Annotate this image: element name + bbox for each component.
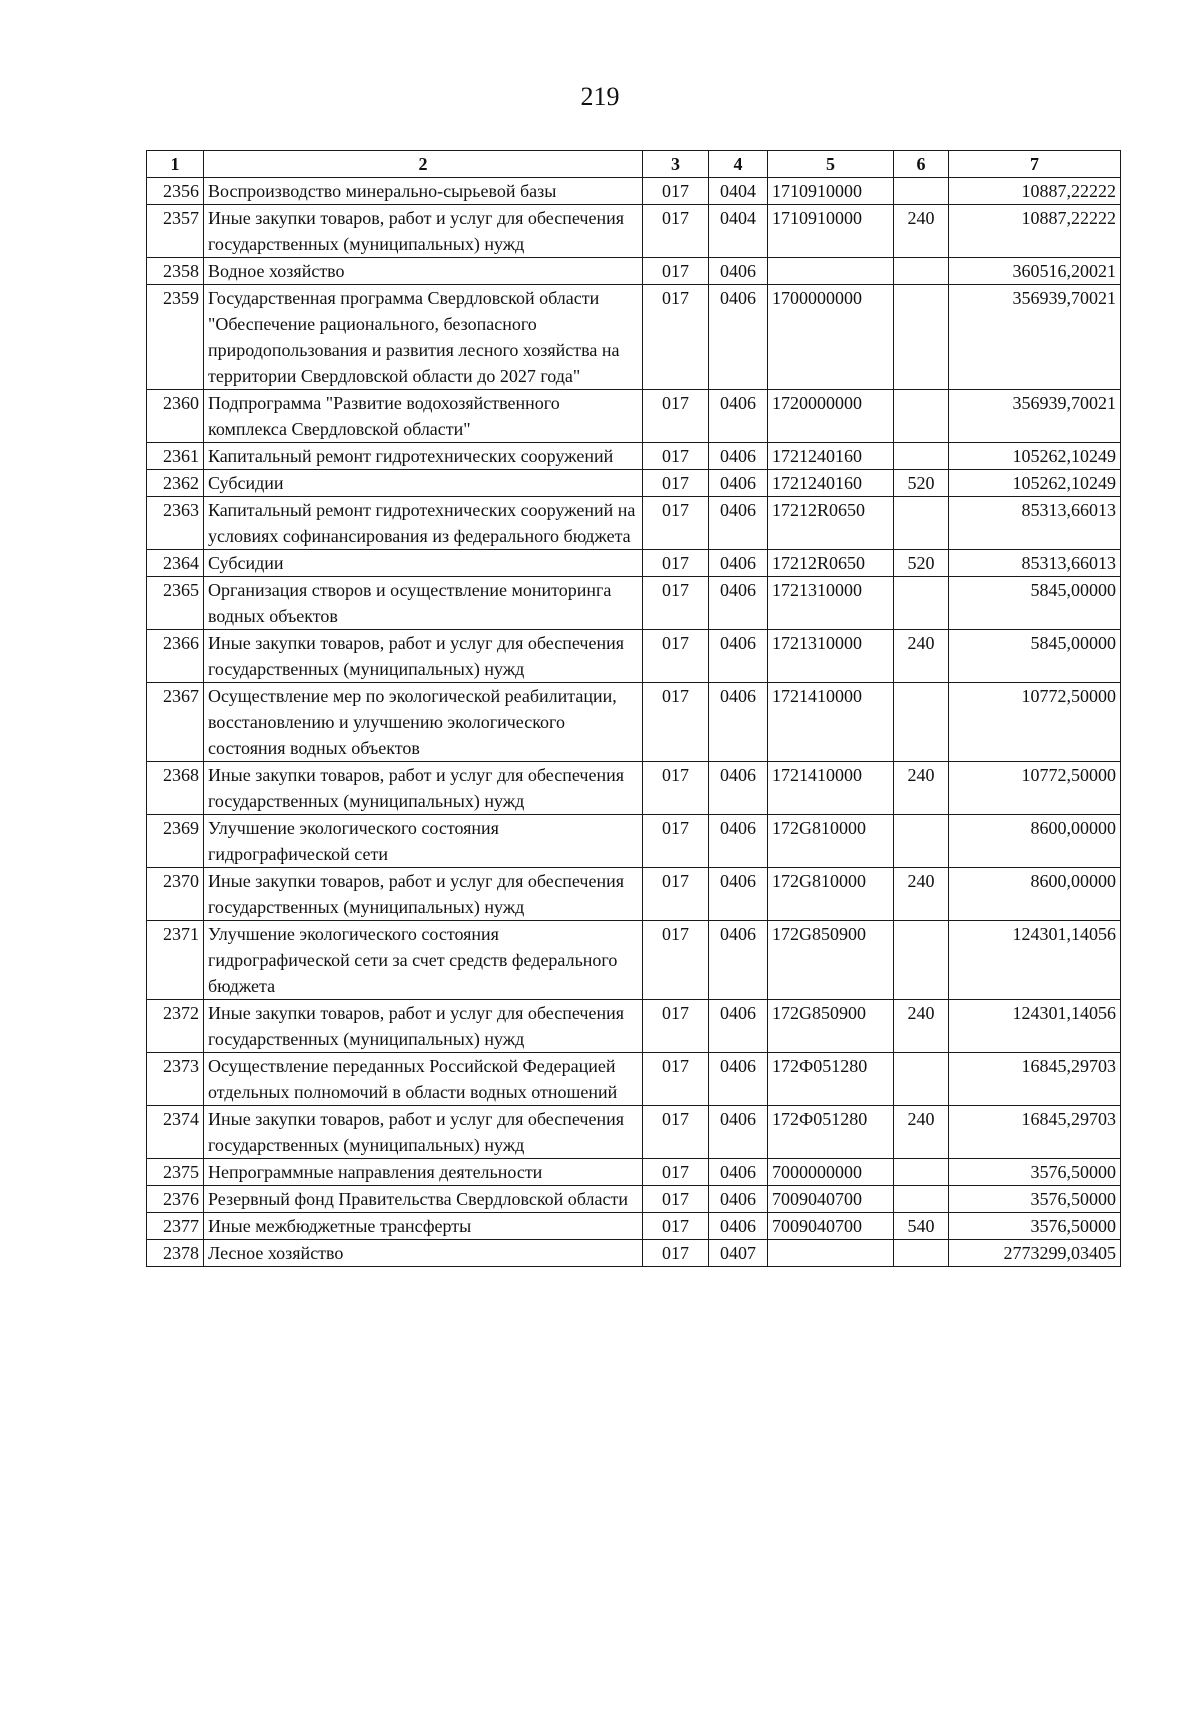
table-row [147, 1186, 1121, 1213]
row-col4: 0406 [709, 1053, 768, 1106]
row-amount: 8600,00000 [949, 868, 1121, 921]
row-number: 2372 [147, 1000, 204, 1053]
row-col4: 0406 [709, 258, 768, 285]
row-amount: 124301,14056 [949, 921, 1121, 1000]
row-col5: 1721410000 [768, 762, 894, 815]
row-col3: 017 [643, 258, 709, 285]
row-number: 2363 [147, 497, 204, 550]
header-col-4: 4 [709, 151, 768, 178]
row-name: Улучшение экологического состояния гидрографической сети [204, 815, 643, 868]
row-number: 2375 [147, 1159, 204, 1186]
row-col4: 0406 [709, 550, 768, 577]
row-col6 [894, 1186, 949, 1213]
table-row [147, 285, 1121, 390]
row-name: Осуществление переданных Российской Федерацией отдельных полномочий в области водных отношений [204, 1053, 643, 1106]
table-row [147, 1240, 1121, 1267]
table-row [147, 921, 1121, 1000]
row-name: Капитальный ремонт гидротехнических сооружений [204, 443, 643, 470]
row-col6: 240 [894, 762, 949, 815]
table-row [147, 443, 1121, 470]
row-amount: 3576,50000 [949, 1213, 1121, 1240]
row-col3: 017 [643, 1213, 709, 1240]
table-row [147, 815, 1121, 868]
row-col6 [894, 258, 949, 285]
row-col4: 0406 [709, 762, 768, 815]
table-row [147, 550, 1121, 577]
row-name: Водное хозяйство [204, 258, 643, 285]
row-col6 [894, 285, 949, 390]
row-amount: 3576,50000 [949, 1186, 1121, 1213]
row-col4: 0406 [709, 1213, 768, 1240]
row-col4: 0406 [709, 683, 768, 762]
row-number: 2365 [147, 577, 204, 630]
row-col4: 0406 [709, 1186, 768, 1213]
row-col4: 0406 [709, 1106, 768, 1159]
table-row [147, 1159, 1121, 1186]
row-col6: 240 [894, 1000, 949, 1053]
row-amount: 10887,22222 [949, 178, 1121, 205]
row-amount: 85313,66013 [949, 550, 1121, 577]
row-name: Иные закупки товаров, работ и услуг для обеспечения государственных (муниципальных) нужд [204, 1106, 643, 1159]
row-name: Субсидии [204, 470, 643, 497]
table-row [147, 577, 1121, 630]
row-col6 [894, 921, 949, 1000]
row-number: 2358 [147, 258, 204, 285]
row-col5: 172Ф051280 [768, 1106, 894, 1159]
row-col5: 7000000000 [768, 1159, 894, 1186]
row-col3: 017 [643, 1186, 709, 1213]
header-col-7: 7 [949, 151, 1121, 178]
row-name: Резервный фонд Правительства Свердловской области [204, 1186, 643, 1213]
row-col3: 017 [643, 1000, 709, 1053]
row-col4: 0406 [709, 390, 768, 443]
row-col5: 172G810000 [768, 868, 894, 921]
row-col3: 017 [643, 921, 709, 1000]
row-number: 2369 [147, 815, 204, 868]
row-col5: 7009040700 [768, 1186, 894, 1213]
row-name: Иные закупки товаров, работ и услуг для обеспечения государственных (муниципальных) нужд [204, 762, 643, 815]
row-col5: 1720000000 [768, 390, 894, 443]
table-row [147, 762, 1121, 815]
row-number: 2356 [147, 178, 204, 205]
row-col6 [894, 497, 949, 550]
row-col4: 0406 [709, 443, 768, 470]
header-col-5: 5 [768, 151, 894, 178]
row-name: Подпрограмма "Развитие водохозяйственного комплекса Свердловской области" [204, 390, 643, 443]
row-col4: 0404 [709, 178, 768, 205]
table-row [147, 1000, 1121, 1053]
row-col4: 0406 [709, 470, 768, 497]
table-row [147, 258, 1121, 285]
row-col3: 017 [643, 1053, 709, 1106]
row-amount: 8600,00000 [949, 815, 1121, 868]
row-col3: 017 [643, 577, 709, 630]
row-name: Иные закупки товаров, работ и услуг для обеспечения государственных (муниципальных) нужд [204, 868, 643, 921]
table-row [147, 390, 1121, 443]
row-amount: 3576,50000 [949, 1159, 1121, 1186]
row-col5: 1721240160 [768, 470, 894, 497]
row-col3: 017 [643, 497, 709, 550]
page-number: 219 [580, 82, 620, 111]
row-col6: 540 [894, 1213, 949, 1240]
row-amount: 5845,00000 [949, 577, 1121, 630]
row-col3: 017 [643, 1106, 709, 1159]
row-col4: 0404 [709, 205, 768, 258]
row-number: 2377 [147, 1213, 204, 1240]
row-col6 [894, 1053, 949, 1106]
row-col5: 172G850900 [768, 921, 894, 1000]
table-body [147, 178, 1121, 1267]
row-col6: 520 [894, 550, 949, 577]
row-col3: 017 [643, 443, 709, 470]
row-col6 [894, 577, 949, 630]
row-name: Воспроизводство минерально-сырьевой базы [204, 178, 643, 205]
row-col3: 017 [643, 178, 709, 205]
row-col4: 0406 [709, 577, 768, 630]
row-amount: 105262,10249 [949, 443, 1121, 470]
row-name: Иные закупки товаров, работ и услуг для обеспечения государственных (муниципальных) нужд [204, 205, 643, 258]
row-col5: 1700000000 [768, 285, 894, 390]
row-col5: 1721310000 [768, 577, 894, 630]
row-number: 2373 [147, 1053, 204, 1106]
row-col3: 017 [643, 630, 709, 683]
row-col5 [768, 1240, 894, 1267]
row-number: 2367 [147, 683, 204, 762]
row-col6 [894, 443, 949, 470]
row-amount: 16845,29703 [949, 1053, 1121, 1106]
row-col4: 0406 [709, 921, 768, 1000]
row-number: 2370 [147, 868, 204, 921]
row-col3: 017 [643, 1240, 709, 1267]
row-amount: 356939,70021 [949, 390, 1121, 443]
row-number: 2359 [147, 285, 204, 390]
row-col5: 17212R0650 [768, 497, 894, 550]
row-col3: 017 [643, 1159, 709, 1186]
row-number: 2368 [147, 762, 204, 815]
row-col3: 017 [643, 550, 709, 577]
row-col4: 0406 [709, 285, 768, 390]
row-col6: 240 [894, 868, 949, 921]
table-row [147, 1053, 1121, 1106]
row-col5: 1721310000 [768, 630, 894, 683]
table-row [147, 205, 1121, 258]
row-name: Иные закупки товаров, работ и услуг для обеспечения государственных (муниципальных) нужд [204, 1000, 643, 1053]
budget-table [146, 150, 1121, 1267]
row-col5: 1721240160 [768, 443, 894, 470]
row-col6 [894, 178, 949, 205]
row-col3: 017 [643, 205, 709, 258]
row-col3: 017 [643, 815, 709, 868]
header-col-6: 6 [894, 151, 949, 178]
row-col5: 7009040700 [768, 1213, 894, 1240]
header-col-3: 3 [643, 151, 709, 178]
row-col3: 017 [643, 762, 709, 815]
row-col6 [894, 815, 949, 868]
row-amount: 2773299,03405 [949, 1240, 1121, 1267]
row-col5: 172Ф051280 [768, 1053, 894, 1106]
row-number: 2371 [147, 921, 204, 1000]
row-number: 2357 [147, 205, 204, 258]
row-number: 2366 [147, 630, 204, 683]
row-col5: 1710910000 [768, 205, 894, 258]
row-col5: 1710910000 [768, 178, 894, 205]
row-col3: 017 [643, 683, 709, 762]
row-amount: 10887,22222 [949, 205, 1121, 258]
row-name: Капитальный ремонт гидротехнических сооружений на условиях софинансирования из федерального бюджета [204, 497, 643, 550]
row-amount: 85313,66013 [949, 497, 1121, 550]
row-amount: 356939,70021 [949, 285, 1121, 390]
row-col6: 240 [894, 205, 949, 258]
row-col3: 017 [643, 868, 709, 921]
row-name: Организация створов и осуществление мониторинга водных объектов [204, 577, 643, 630]
row-number: 2361 [147, 443, 204, 470]
row-col6: 240 [894, 1106, 949, 1159]
row-name: Государственная программа Свердловской области "Обеспечение рационального, безопасного природопользования и развития лесного хозяйства на территории Свердловской области до 2027 года" [204, 285, 643, 390]
row-name: Осуществление мер по экологической реабилитации, восстановлению и улучшению экологического состояния водных объектов [204, 683, 643, 762]
row-amount: 360516,20021 [949, 258, 1121, 285]
row-col6 [894, 1159, 949, 1186]
row-col5: 17212R0650 [768, 550, 894, 577]
row-number: 2376 [147, 1186, 204, 1213]
row-name: Лесное хозяйство [204, 1240, 643, 1267]
row-amount: 105262,10249 [949, 470, 1121, 497]
row-amount: 124301,14056 [949, 1000, 1121, 1053]
row-col5: 1721410000 [768, 683, 894, 762]
row-col6 [894, 1240, 949, 1267]
table-row [147, 1106, 1121, 1159]
row-col5: 172G850900 [768, 1000, 894, 1053]
header-col-1: 1 [147, 151, 204, 178]
row-amount: 16845,29703 [949, 1106, 1121, 1159]
table-row [147, 497, 1121, 550]
row-col3: 017 [643, 470, 709, 497]
row-col4: 0407 [709, 1240, 768, 1267]
row-number: 2374 [147, 1106, 204, 1159]
table-row [147, 470, 1121, 497]
row-col6: 240 [894, 630, 949, 683]
row-name: Иные закупки товаров, работ и услуг для обеспечения государственных (муниципальных) нужд [204, 630, 643, 683]
table-row [147, 1213, 1121, 1240]
row-col4: 0406 [709, 868, 768, 921]
row-name: Непрограммные направления деятельности [204, 1159, 643, 1186]
header-row [147, 151, 1121, 178]
row-amount: 10772,50000 [949, 762, 1121, 815]
row-col4: 0406 [709, 497, 768, 550]
row-name: Субсидии [204, 550, 643, 577]
row-col4: 0406 [709, 1159, 768, 1186]
row-col5: 172G810000 [768, 815, 894, 868]
row-name: Иные межбюджетные трансферты [204, 1213, 643, 1240]
table-row [147, 868, 1121, 921]
header-col-2: 2 [204, 151, 643, 178]
row-col4: 0406 [709, 1000, 768, 1053]
row-col6 [894, 683, 949, 762]
table-row [147, 178, 1121, 205]
row-col3: 017 [643, 285, 709, 390]
row-col6 [894, 390, 949, 443]
row-number: 2364 [147, 550, 204, 577]
row-col6: 520 [894, 470, 949, 497]
row-col3: 017 [643, 390, 709, 443]
row-number: 2360 [147, 390, 204, 443]
row-amount: 10772,50000 [949, 683, 1121, 762]
row-number: 2362 [147, 470, 204, 497]
row-col4: 0406 [709, 630, 768, 683]
row-number: 2378 [147, 1240, 204, 1267]
row-amount: 5845,00000 [949, 630, 1121, 683]
row-col5 [768, 258, 894, 285]
row-name: Улучшение экологического состояния гидрографической сети за счет средств федерального бюджета [204, 921, 643, 1000]
table-row [147, 630, 1121, 683]
table-row [147, 683, 1121, 762]
row-col4: 0406 [709, 815, 768, 868]
